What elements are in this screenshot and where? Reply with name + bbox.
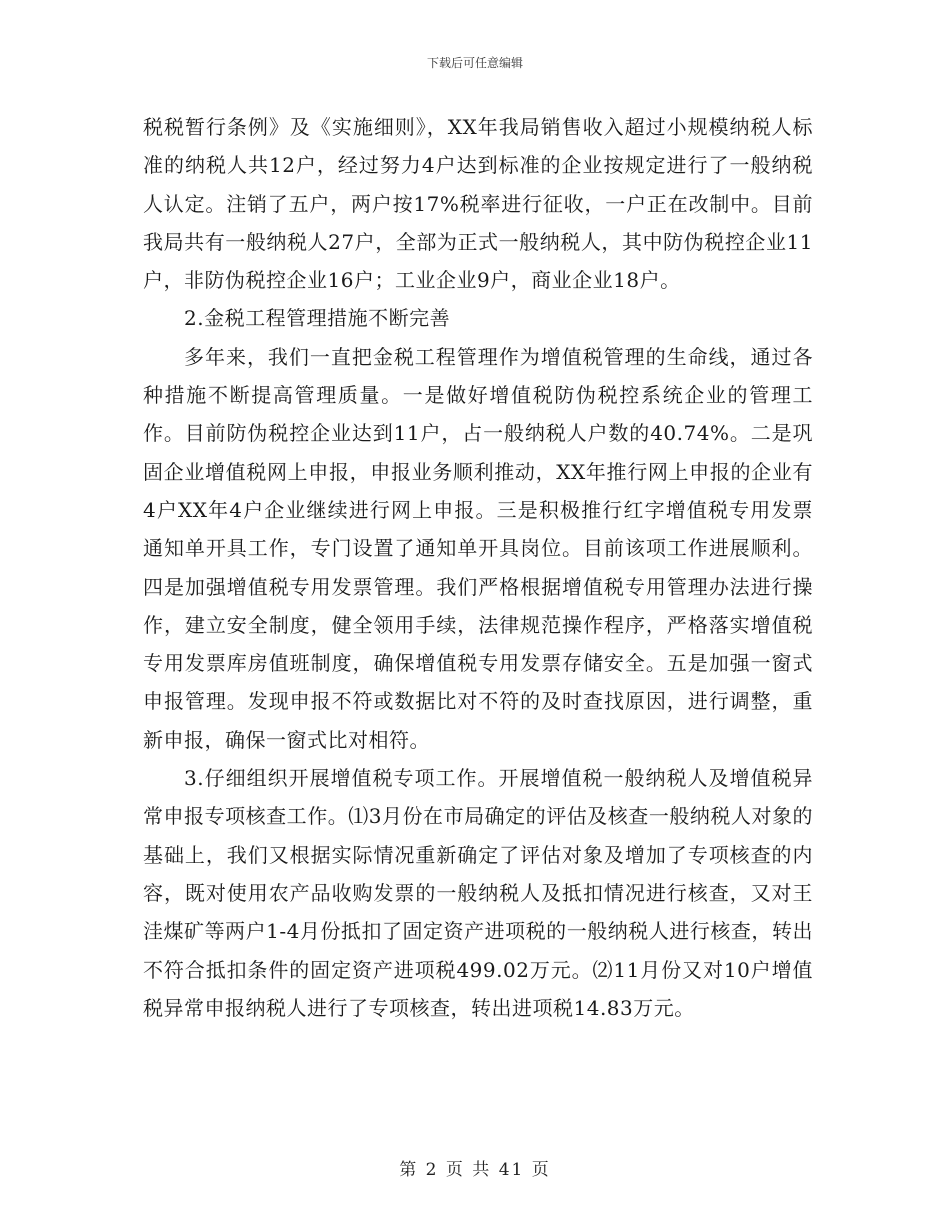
paragraph-golden-tax-measures: 多年来，我们一直把金税工程管理作为增值税管理的生命线，通过各种措施不断提高管理质量。一是做好增值税防伪税控系统企业的管理工作。目前防伪税控企业达到11户，占一般纳税人户数的40.74%。二是巩固企业增值税网上申报，申报业务顺利推动，XX年推行网上申报的企业有4户XX年4户企业继续进行网上申报。三是积极推行红字增值税专用发票通知单开具工作，专门设置了通知单开具岗位。目前该项工作进展顺利。四是加强增值税专用发票管理。我们严格根据增值税专用管理办法进行操作，建立安全制度，健全领用手续，法律规范操作程序，严格落实增值税专用发票库房值班制度，确保增值税专用发票存储安全。五是加强一窗式申报管理。发现申报不符或数据比对不符的及时查找原因，进行调整，重新申报，确保一窗式比对相符。 [143, 344, 813, 752]
paragraph-vat-special-work: 3.仔细组织开展增值税专项工作。开展增值税一般纳税人及增值税异常申报专项核查工作。⑴3月份在市局确定的评估及核查一般纳税人对象的基础上，我们又根据实际情况重新确定了评估对象及增加了专项核查的内容，既对使用农产品收购发票的一般纳税人及抵扣情况进行核查，又对王洼煤矿等两户1-4月份抵扣了固定资产进项税的一般纳税人进行核查，转出不符合抵扣条件的固定资产进项税499.02万元。⑵11月份又对10户增值税异常申报纳税人进行了专项核查，转出进项税14.83万元。 [143, 766, 813, 1020]
section-heading-golden-tax: 2.金税工程管理措施不断完善 [184, 306, 451, 331]
document-body [143, 108, 813, 1027]
page-number-footer: 第 2 页 共 41 页 [399, 1160, 551, 1180]
page-header-note: 下载后可任意编辑 [426, 56, 523, 70]
paragraph-vat-taxpayer-status: 税税暂行条例》及《实施细则》，XX年我局销售收入超过小规模纳税人标准的纳税人共12户，经过努力4户达到标准的企业按规定进行了一般纳税人认定。注销了五户，两户按17%税率进行征收，一户正在改制中。目前我局共有一般纳税人27户，全部为正式一般纳税人，其中防伪税控企业11户，非防伪税控企业16户；工业企业9户，商业企业18户。 [143, 115, 813, 293]
